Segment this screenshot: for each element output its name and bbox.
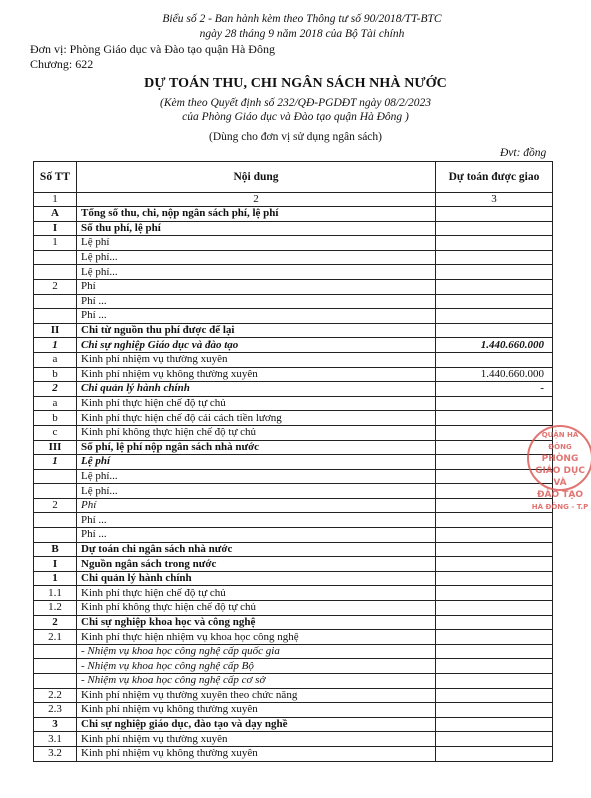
- row-number: 1.1: [34, 586, 77, 601]
- col-header-amount: Dự toán được giao: [436, 162, 553, 193]
- row-amount: [436, 250, 553, 265]
- row-number: 2.1: [34, 630, 77, 645]
- row-amount: [436, 207, 553, 222]
- row-amount: [436, 265, 553, 280]
- row-number: 2.3: [34, 703, 77, 718]
- table-row: [34, 688, 553, 703]
- usage-note: (Dùng cho đơn vị sử dụng ngân sách): [209, 131, 382, 143]
- table-row: [34, 396, 553, 411]
- col-header-content: Nội dung: [77, 162, 436, 193]
- row-content: - Nhiệm vụ khoa học công nghệ cấp quốc gia: [77, 644, 436, 659]
- row-amount: [436, 542, 553, 557]
- row-number: I: [34, 221, 77, 236]
- row-content: Phí: [77, 279, 436, 294]
- row-amount: [436, 352, 553, 367]
- table-row: [34, 498, 553, 513]
- row-content: Chi sự nghiệp khoa học và công nghệ: [77, 615, 436, 630]
- row-amount: [436, 630, 553, 645]
- row-number: 3.2: [34, 746, 77, 761]
- table-row: [34, 746, 553, 761]
- table-row: [34, 207, 553, 222]
- row-number: 2: [34, 615, 77, 630]
- row-content: Tổng số thu, chi, nộp ngân sách phí, lệ phí: [77, 207, 436, 222]
- row-number: 1: [34, 338, 77, 353]
- col-index-2: 2: [77, 193, 436, 207]
- row-content: - Nhiệm vụ khoa học công nghệ cấp Bộ: [77, 659, 436, 674]
- table-index-row: [34, 193, 553, 207]
- row-content: Phí ...: [77, 309, 436, 324]
- row-content: Lệ phí...: [77, 265, 436, 280]
- row-number: 1: [34, 455, 77, 470]
- row-amount: [436, 644, 553, 659]
- row-content: Số phí, lệ phí nộp ngân sách nhà nước: [77, 440, 436, 455]
- row-content: Kinh phí nhiệm vụ không thường xuyên: [77, 746, 436, 761]
- row-number: I: [34, 557, 77, 572]
- table-row: [34, 717, 553, 732]
- row-content: Kinh phí thực hiện chế độ tự chủ: [77, 396, 436, 411]
- table-row: [34, 338, 553, 353]
- row-content: Lệ phí: [77, 455, 436, 470]
- row-amount: [436, 557, 553, 572]
- row-number: a: [34, 352, 77, 367]
- table-row: [34, 455, 553, 470]
- row-number: 1: [34, 236, 77, 251]
- row-content: Kinh phí thực hiện chế độ cải cách tiền lương: [77, 411, 436, 426]
- row-number: III: [34, 440, 77, 455]
- row-amount: 1.440.660.000: [436, 367, 553, 382]
- stamp-top-text: QUẬN HÀ ĐÔNG: [541, 431, 579, 451]
- row-amount: [436, 717, 553, 732]
- budget-table: [33, 161, 553, 762]
- row-number: [34, 469, 77, 484]
- row-number: [34, 250, 77, 265]
- unit-label: Đơn vị: Phòng Giáo dục và Đào tạo quận Hà Đông: [30, 42, 275, 56]
- table-row: [34, 674, 553, 689]
- row-number: B: [34, 542, 77, 557]
- row-amount: [436, 323, 553, 338]
- row-amount: [436, 746, 553, 761]
- row-number: 1: [34, 571, 77, 586]
- table-row: [34, 659, 553, 674]
- chapter-label: Chương: 622: [30, 57, 94, 71]
- form-reference-line-2: ngày 28 tháng 9 năm 2018 của Bộ Tài chính: [199, 28, 405, 40]
- row-content: Chi từ nguồn thu phí được để lại: [77, 323, 436, 338]
- row-number: 2.2: [34, 688, 77, 703]
- row-number: 1.2: [34, 601, 77, 616]
- row-amount: [436, 615, 553, 630]
- row-content: Kinh phí nhiệm vụ không thường xuyên: [77, 703, 436, 718]
- table-body: [34, 207, 553, 762]
- table-row: [34, 732, 553, 747]
- row-amount: [436, 688, 553, 703]
- row-number: 2: [34, 382, 77, 397]
- row-content: - Nhiệm vụ khoa học công nghệ cấp cơ sở: [77, 674, 436, 689]
- stamp-line-3: ĐÀO TẠO: [536, 490, 584, 500]
- official-stamp: [527, 425, 591, 511]
- row-content: Lệ phí: [77, 236, 436, 251]
- row-number: b: [34, 367, 77, 382]
- row-number: [34, 484, 77, 499]
- row-content: Lệ phí...: [77, 484, 436, 499]
- row-number: 3.1: [34, 732, 77, 747]
- row-number: 2: [34, 498, 77, 513]
- table-row: [34, 469, 553, 484]
- document-title: DỰ TOÁN THU, CHI NGÂN SÁCH NHÀ NƯỚC: [144, 76, 447, 91]
- row-content: Kinh phí nhiệm vụ không thường xuyên: [77, 367, 436, 382]
- row-content: Chi quản lý hành chính: [77, 382, 436, 397]
- row-content: Phí ...: [77, 294, 436, 309]
- row-content: Kinh phí nhiệm vụ thường xuyên: [77, 352, 436, 367]
- row-content: Lệ phí...: [77, 250, 436, 265]
- col-index-3: 3: [436, 193, 553, 207]
- table-row: [34, 440, 553, 455]
- table-header-row: [34, 162, 553, 193]
- currency-unit: Đvt: đồng: [500, 147, 547, 159]
- table-row: [34, 513, 553, 528]
- row-number: [34, 659, 77, 674]
- row-content: Dự toán chi ngân sách nhà nước: [77, 542, 436, 557]
- row-content: Kinh phí nhiệm vụ thường xuyên: [77, 732, 436, 747]
- row-amount: [436, 279, 553, 294]
- table-row: [34, 571, 553, 586]
- row-content: Kinh phí nhiệm vụ thường xuyên theo chức năng: [77, 688, 436, 703]
- table-row: [34, 557, 553, 572]
- row-content: Kinh phí không thực hiện chế độ tự chủ: [77, 425, 436, 440]
- form-reference-line-1: Biểu số 2 - Ban hành kèm theo Thông tư số 90/2018/TT-BTC: [162, 13, 442, 25]
- row-number: c: [34, 425, 77, 440]
- table-row: [34, 425, 553, 440]
- row-amount: [436, 586, 553, 601]
- row-number: a: [34, 396, 77, 411]
- table-row: [34, 601, 553, 616]
- table-row: [34, 615, 553, 630]
- row-amount: [436, 528, 553, 543]
- row-content: Phí: [77, 498, 436, 513]
- row-amount: [436, 703, 553, 718]
- table-row: [34, 586, 553, 601]
- row-content: Nguồn ngân sách trong nước: [77, 557, 436, 572]
- row-content: Kinh phí thực hiện nhiệm vụ khoa học công nghệ: [77, 630, 436, 645]
- row-content: Phí ...: [77, 528, 436, 543]
- row-number: [34, 644, 77, 659]
- row-amount: 1.440.660.000: [436, 338, 553, 353]
- table-row: [34, 279, 553, 294]
- row-content: Chi quản lý hành chính: [77, 571, 436, 586]
- row-amount: [436, 601, 553, 616]
- row-number: [34, 309, 77, 324]
- row-number: 3: [34, 717, 77, 732]
- table-row: [34, 630, 553, 645]
- row-amount: [436, 294, 553, 309]
- row-number: [34, 674, 77, 689]
- row-content: Kinh phí thực hiện chế độ tự chủ: [77, 586, 436, 601]
- row-amount: -: [436, 382, 553, 397]
- row-content: Kinh phí không thực hiện chế độ tự chủ: [77, 601, 436, 616]
- table-row: [34, 309, 553, 324]
- table-row: [34, 367, 553, 382]
- row-amount: [436, 513, 553, 528]
- row-amount: [436, 411, 553, 426]
- subtitle-line-1: (Kèm theo Quyết định số 232/QĐ-PGDĐT ngày 08/2/2023: [160, 97, 431, 109]
- col-index-1: 1: [34, 193, 77, 207]
- row-amount: [436, 309, 553, 324]
- row-content: Số thu phí, lệ phí: [77, 221, 436, 236]
- row-number: b: [34, 411, 77, 426]
- table-row: [34, 484, 553, 499]
- row-content: Chi sự nghiệp Giáo dục và đào tạo: [77, 338, 436, 353]
- row-amount: [436, 732, 553, 747]
- form-reference-note: [112, 12, 492, 42]
- table-row: [34, 294, 553, 309]
- row-amount: [436, 674, 553, 689]
- table-row: [34, 703, 553, 718]
- table-row: [34, 236, 553, 251]
- row-content: Lệ phí...: [77, 469, 436, 484]
- table-row: [34, 382, 553, 397]
- table-row: [34, 542, 553, 557]
- subtitle-line-2: của Phòng Giáo dục và Đào tạo quận Hà Đông ): [182, 111, 409, 123]
- stamp-bottom-text: HÀ ĐÔNG - T.P: [531, 503, 589, 511]
- row-number: [34, 294, 77, 309]
- row-amount: [436, 236, 553, 251]
- row-amount: [436, 396, 553, 411]
- row-amount: [436, 571, 553, 586]
- row-number: [34, 528, 77, 543]
- row-number: 2: [34, 279, 77, 294]
- col-header-no: Số TT: [34, 162, 77, 193]
- row-number: II: [34, 323, 77, 338]
- table-row: [34, 644, 553, 659]
- table-row: [34, 221, 553, 236]
- stamp-line-1: PHÒNG: [541, 454, 579, 464]
- table-row: [34, 250, 553, 265]
- row-content: Chi sự nghiệp giáo dục, đào tạo và dạy nghề: [77, 717, 436, 732]
- row-amount: [436, 659, 553, 674]
- table-row: [34, 411, 553, 426]
- table-row: [34, 323, 553, 338]
- row-content: Phí ...: [77, 513, 436, 528]
- document-subtitle: [0, 96, 591, 124]
- stamp-line-2: GIÁO DỤC VÀ: [535, 466, 585, 488]
- table-row: [34, 352, 553, 367]
- row-number: [34, 265, 77, 280]
- table-row: [34, 265, 553, 280]
- row-amount: [436, 221, 553, 236]
- row-number: [34, 513, 77, 528]
- row-number: A: [34, 207, 77, 222]
- table-row: [34, 528, 553, 543]
